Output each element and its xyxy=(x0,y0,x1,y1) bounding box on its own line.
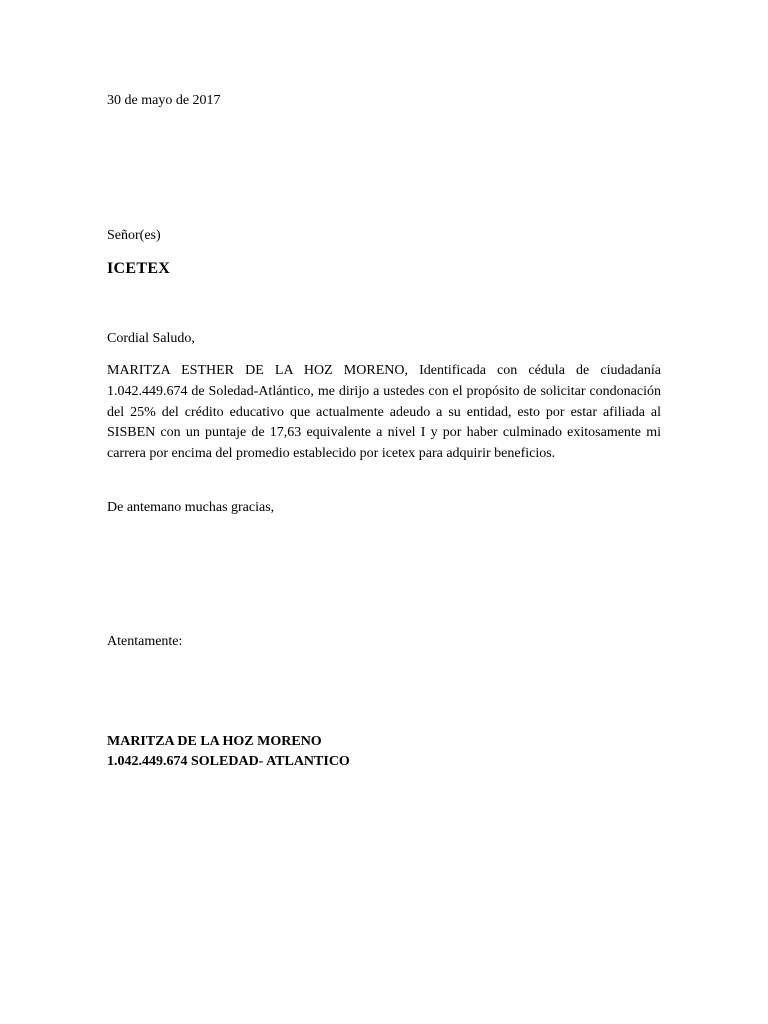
letter-date: 30 de mayo de 2017 xyxy=(107,93,221,108)
letter-body: MARITZA ESTHER DE LA HOZ MORENO, Identificada con cédula de ciudadanía 1.042.449.674 de Soledad-Atlántico, me dirijo a ustedes con el propósito de solicitar condonación del 25% del crédito educativo que actualmente adeudo a su entidad, esto por estar afiliada al SISBEN con un puntaje de 17,63 equivalente a nivel I y por haber culminado exitosamente mi carrera por encima del promedio establecido por icetex para adquirir beneficios. xyxy=(107,363,661,462)
closing-line: Atentamente: xyxy=(107,634,183,649)
thanks-line: De antemano muchas gracias, xyxy=(107,500,275,515)
signature-name: MARITZA DE LA HOZ MORENO xyxy=(107,734,322,749)
recipient-name: ICETEX xyxy=(107,260,171,277)
salutation-label: Señor(es) xyxy=(107,228,161,243)
signature-block xyxy=(107,732,350,772)
greeting: Cordial Saludo, xyxy=(107,331,195,346)
signature-id-line: 1.042.449.674 SOLEDAD- ATLANTICO xyxy=(107,754,350,769)
